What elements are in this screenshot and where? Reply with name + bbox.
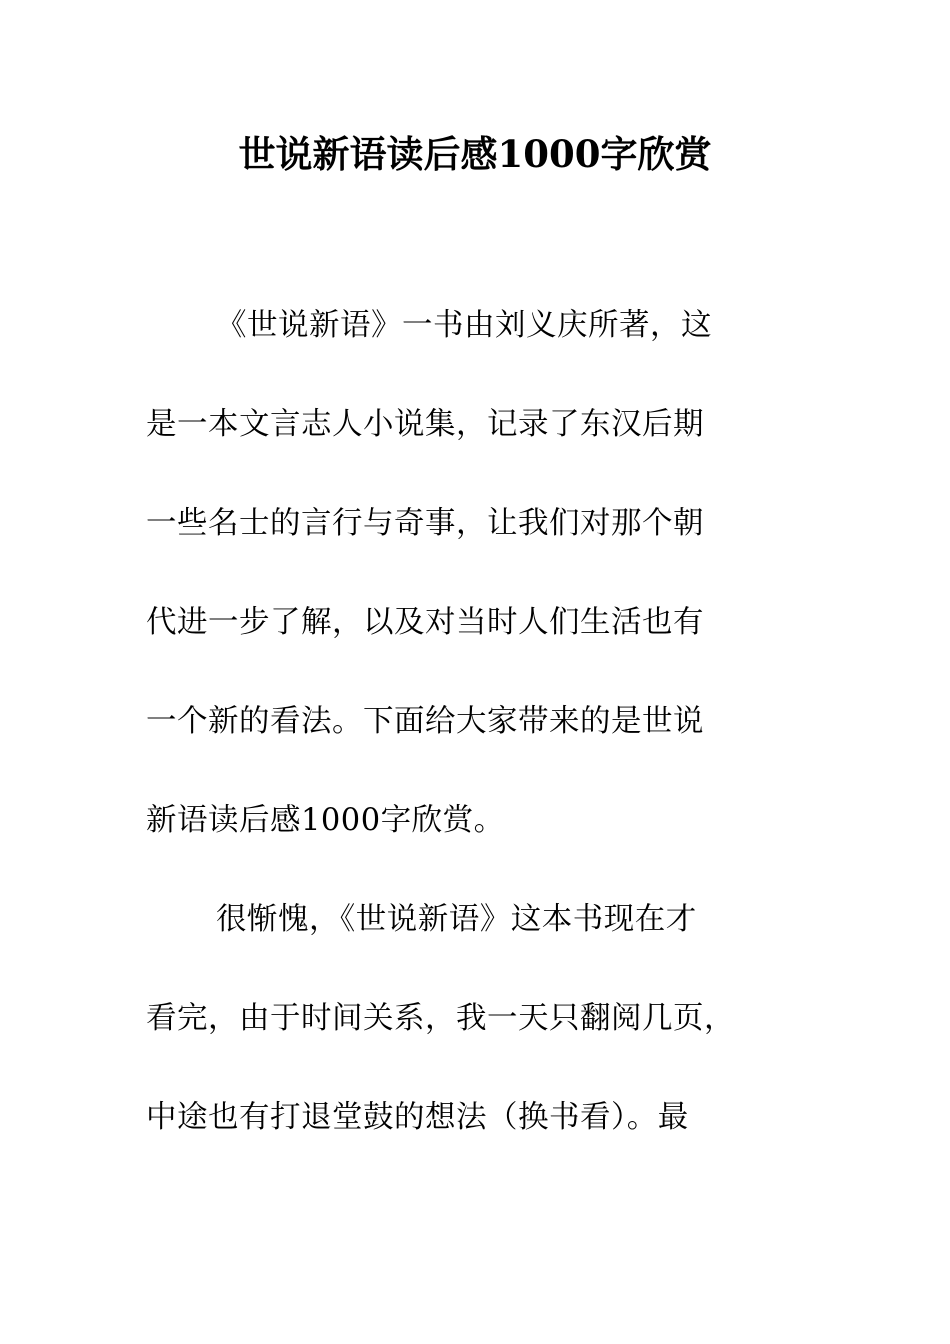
paragraph-line: 一个新的看法。下面给大家带来的是世说: [146, 704, 704, 739]
document-body: [146, 300, 786, 1191]
paragraph-line: 是一本文言志人小说集，记录了东汉后期: [146, 407, 704, 442]
paragraph-line: 很惭愧，《世说新语》这本书现在才: [216, 902, 697, 937]
paragraph-line: 《世说新语》一书由刘义庆所著，这: [216, 308, 712, 343]
paragraph-line: 新语读后感1000字欣赏。: [146, 803, 505, 838]
paragraph-line: 代进一步了解，以及对当时人们生活也有: [146, 605, 704, 640]
paragraph-line: 一些名士的言行与奇事，让我们对那个朝: [146, 506, 704, 541]
paragraph-line: 中途也有打退堂鼓的想法（换书看）。最: [146, 1100, 689, 1135]
document-title: 世说新语读后感1000字欣赏: [238, 132, 712, 176]
paragraph-line: 看完，由于时间关系，我一天只翻阅几页，: [146, 1001, 735, 1036]
